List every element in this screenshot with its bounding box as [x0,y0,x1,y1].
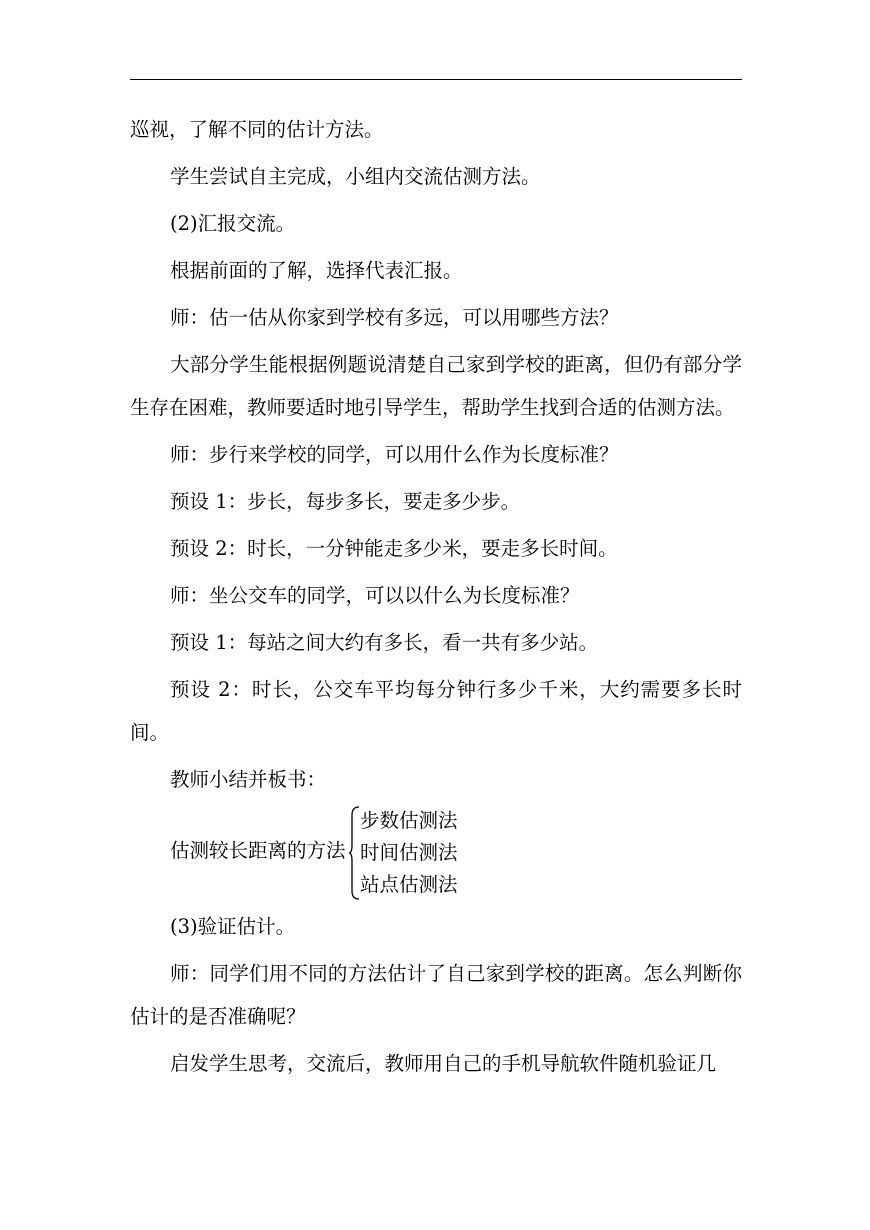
paragraph: 预设 2：时长，公交车平均每分钟行多少千米，大约需要多长时间。 [130,678,742,744]
paragraph: 大部分学生能根据例题说清楚自己家到学校的距离，但仍有部分学生存在困难，教师要适时地引导学生，帮助学生找到合适的估测方法。 [130,353,742,419]
paragraph: 师：坐公交车的同学，可以以什么为长度标准？ [170,584,580,607]
paragraph: 巡视，了解不同的估计方法。 [130,118,384,141]
paragraph: 根据前面的了解，选择代表汇报。 [170,259,463,282]
method-item: 步数估测法 [360,809,458,832]
section-heading: (3)验证估计。 [170,915,296,938]
paragraph: 学生尝试自主完成，小组内交流估测方法。 [170,165,541,188]
paragraph: 师：步行来学校的同学，可以用什么作为长度标准？ [170,443,619,466]
method-summary-label: 估测较长距离的方法 [170,839,346,862]
method-summary [130,805,742,901]
brace-icon [348,805,360,901]
paragraph: 师：同学们用不同的方法估计了自己家到学校的距离。怎么判断你估计的是否准确呢？ [130,962,742,1028]
paragraph: 预设 1：步长，每步多长，要走多少步。 [170,490,521,513]
paragraph: 预设 1：每站之间大约有多长，看一共有多少站。 [170,631,599,654]
method-item: 站点估测法 [360,873,458,896]
paragraph: 预设 2：时长，一分钟能走多少米，要走多长时间。 [170,537,618,560]
method-item: 时间估测法 [360,841,458,864]
section-heading: (2)汇报交流。 [170,212,296,235]
paragraph: 启发学生思考，交流后，教师用自己的手机导航软件随机验证几 [170,1052,717,1075]
paragraph: 师：估一估从你家到学校有多远，可以用哪些方法？ [170,306,619,329]
method-list [360,805,458,901]
document-body [130,108,742,1089]
paragraph: 教师小结并板书： [170,768,327,791]
header-rule [130,79,742,80]
